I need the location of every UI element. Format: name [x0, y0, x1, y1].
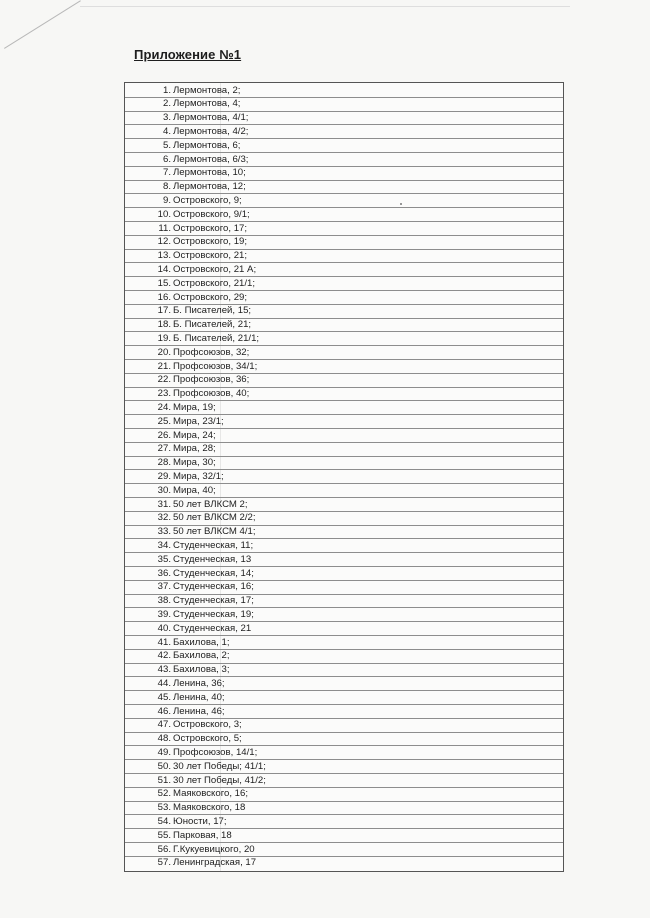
row-number: 18.: [157, 319, 171, 331]
table-row: [125, 153, 563, 167]
row-number: 34.: [157, 539, 171, 551]
table-row: [125, 387, 563, 401]
row-number: 27.: [157, 443, 171, 455]
table-row: [125, 235, 563, 249]
row-number: 13.: [157, 250, 171, 262]
row-address: Мира, 19;: [173, 401, 216, 413]
table-row: [125, 442, 563, 456]
row-number: 25.: [157, 415, 171, 427]
table-row: [125, 456, 563, 470]
row-address: Ленина, 36;: [173, 677, 225, 689]
table-row: [125, 415, 563, 429]
row-number: 52.: [157, 788, 171, 800]
row-address: Лермонтова, 4/1;: [173, 112, 249, 124]
table-row: [125, 691, 563, 705]
row-number: 41.: [157, 636, 171, 648]
row-number: 53.: [157, 802, 171, 814]
table-row: [125, 567, 563, 581]
table-row: [125, 111, 563, 125]
row-address: 50 лет ВЛКСМ 2/2;: [173, 512, 256, 524]
table-row: [125, 249, 563, 263]
row-address: Мира, 40;: [173, 484, 216, 496]
table-row: [125, 539, 563, 553]
row-address: Лермонтова, 4;: [173, 98, 241, 110]
table-row: [125, 801, 563, 815]
row-number: 31.: [157, 498, 171, 510]
row-number: 5.: [162, 139, 171, 151]
row-number: 11.: [158, 222, 171, 234]
row-address: Б. Писателей, 21;: [173, 319, 252, 331]
table-row: [125, 608, 563, 622]
row-address: Мира, 24;: [173, 429, 216, 441]
table-row: [125, 511, 563, 525]
row-number: 28.: [157, 457, 171, 469]
table-row: [125, 829, 563, 843]
row-address: Лермонтова, 2;: [173, 84, 241, 96]
row-address: Ленинградская, 17: [173, 857, 257, 869]
table-row: [125, 525, 563, 539]
table-row: [125, 277, 563, 291]
row-number: 43.: [157, 664, 171, 676]
row-number: 36.: [157, 567, 171, 579]
row-number: 4.: [162, 125, 171, 137]
row-number: 22.: [157, 374, 171, 386]
row-address: Лермонтова, 10;: [173, 167, 246, 179]
table-row: [125, 843, 563, 857]
row-address: Ленина, 40;: [173, 691, 225, 703]
table-row: [125, 401, 563, 415]
row-address: Островского, 5;: [173, 733, 242, 745]
row-address: 30 лет Победы; 41/1;: [173, 760, 266, 772]
row-address: 50 лет ВЛКСМ 2;: [173, 498, 248, 510]
row-number: 54.: [157, 815, 171, 827]
table-row: [125, 332, 563, 346]
row-address: 50 лет ВЛКСМ 4/1;: [173, 526, 256, 538]
row-number: 21.: [157, 360, 171, 372]
row-number: 32.: [157, 512, 171, 524]
row-number: 39.: [157, 608, 171, 620]
row-address: Лермонтова, 6/3;: [173, 153, 249, 165]
row-number: 33.: [157, 526, 171, 538]
table-row: [125, 291, 563, 305]
table-row: [125, 346, 563, 360]
table-row: [125, 594, 563, 608]
row-number: 1.: [162, 84, 171, 96]
row-number: 29.: [157, 470, 171, 482]
row-number: 46.: [157, 705, 171, 717]
table-row: [125, 622, 563, 636]
row-address: Студенческая, 16;: [173, 581, 254, 593]
table-row: [125, 318, 563, 332]
table-row: [125, 649, 563, 663]
row-address: 30 лет Победы, 41/2;: [173, 774, 266, 786]
row-number: 17.: [157, 305, 171, 317]
table-row: [125, 139, 563, 153]
row-number: 47.: [157, 719, 171, 731]
row-address: Юности, 17;: [173, 815, 227, 827]
row-number: 51.: [157, 774, 171, 786]
table-row: [125, 746, 563, 760]
table-row: [125, 856, 563, 870]
row-number: 57.: [157, 857, 171, 869]
row-number: 8.: [162, 181, 171, 193]
row-address: Студенческая, 11;: [173, 539, 254, 551]
row-address: Студенческая, 13: [173, 553, 252, 565]
table-row: [125, 429, 563, 443]
row-number: 50.: [157, 760, 171, 772]
scan-speck: [400, 203, 402, 205]
row-address: Мира, 23/1;: [173, 415, 224, 427]
table-row: [125, 373, 563, 387]
row-address: Островского, 17;: [173, 222, 248, 234]
row-address: Г.Кукуевицкого, 20: [173, 843, 255, 855]
row-address: Мира, 28;: [173, 443, 216, 455]
row-number: 49.: [157, 746, 171, 758]
row-number: 26.: [157, 429, 171, 441]
scan-top-edge: [80, 6, 570, 7]
table-row: [125, 580, 563, 594]
row-address: Профсоюзов, 32;: [173, 346, 250, 358]
table-row: [125, 194, 563, 208]
row-address: Б. Писателей, 15;: [173, 305, 252, 317]
table-row: [125, 208, 563, 222]
row-number: 23.: [157, 388, 171, 400]
row-number: 7.: [162, 167, 171, 179]
row-address: Бахилова, 2;: [173, 650, 230, 662]
row-number: 35.: [157, 553, 171, 565]
row-number: 37.: [157, 581, 171, 593]
table-row: [125, 360, 563, 374]
row-number: 45.: [157, 691, 171, 703]
scan-fold-mark: [4, 0, 113, 99]
row-address: Островского, 29;: [173, 291, 248, 303]
row-number: 55.: [157, 829, 171, 841]
table-row: [125, 760, 563, 774]
table-row: [125, 263, 563, 277]
row-number: 56.: [157, 843, 171, 855]
table-row: [125, 553, 563, 567]
row-address: Бахилова, 1;: [173, 636, 230, 648]
row-address: Парковая, 18: [173, 829, 232, 841]
row-address: Лермонтова, 4/2;: [173, 125, 249, 137]
row-number: 19.: [157, 332, 171, 344]
page-title: Приложение №1: [134, 47, 242, 62]
row-number: 48.: [157, 733, 171, 745]
row-number: 3.: [162, 112, 171, 124]
row-address: Лермонтова, 6;: [173, 139, 241, 151]
row-address: Мира, 32/1;: [173, 470, 224, 482]
row-address: Ленина, 46;: [173, 705, 225, 717]
row-address: Студенческая, 19;: [173, 608, 254, 620]
table-row: [125, 705, 563, 719]
table-row: [125, 166, 563, 180]
table-row: [125, 84, 563, 98]
table-row: [125, 774, 563, 788]
table-row: [125, 718, 563, 732]
row-address: Островского, 21 А;: [173, 263, 257, 275]
table-row: [125, 636, 563, 650]
table-row: [125, 677, 563, 691]
row-number: 9.: [162, 194, 171, 206]
row-address: Профсоюзов, 34/1;: [173, 360, 258, 372]
row-number: 42.: [157, 650, 171, 662]
row-address: Островского, 21/1;: [173, 277, 256, 289]
table-row: [125, 180, 563, 194]
table-row: [125, 732, 563, 746]
table-row: [125, 498, 563, 512]
row-address: Островского, 9;: [173, 194, 242, 206]
row-address: Студенческая, 17;: [173, 595, 254, 607]
row-address: Студенческая, 21: [173, 622, 252, 634]
row-address: Профсоюзов, 14/1;: [173, 746, 258, 758]
row-address: Маяковского, 16;: [173, 788, 248, 800]
table-row: [125, 125, 563, 139]
row-address: Бахилова, 3;: [173, 664, 230, 676]
table-row: [125, 97, 563, 111]
row-number: 24.: [157, 401, 171, 413]
row-number: 16.: [157, 291, 171, 303]
row-number: 44.: [157, 677, 171, 689]
row-address: Островского, 19;: [173, 236, 248, 248]
row-address: Профсоюзов, 40;: [173, 388, 250, 400]
row-address: Островского, 9/1;: [173, 208, 250, 220]
table-row: [125, 470, 563, 484]
row-number: 30.: [157, 484, 171, 496]
row-address: Лермонтова, 12;: [173, 181, 246, 193]
row-number: 15.: [157, 277, 171, 289]
table-row: [125, 815, 563, 829]
table-row: [125, 222, 563, 236]
table-row: [125, 484, 563, 498]
row-number: 40.: [157, 622, 171, 634]
row-address: Островского, 3;: [173, 719, 242, 731]
row-address: Б. Писателей, 21/1;: [173, 332, 260, 344]
row-number: 6.: [162, 153, 171, 165]
row-number: 20.: [157, 346, 171, 358]
row-address: Мира, 30;: [173, 457, 216, 469]
table-row: [125, 304, 563, 318]
row-number: 14.: [157, 263, 171, 275]
row-address: Островского, 21;: [173, 250, 248, 262]
table-row: [125, 663, 563, 677]
row-number: 12.: [157, 236, 171, 248]
row-number: 2.: [162, 98, 171, 110]
row-address: Маяковского, 18: [173, 802, 246, 814]
address-table: [124, 82, 564, 872]
row-number: 38.: [157, 595, 171, 607]
table-row: [125, 787, 563, 801]
row-number: 10.: [157, 208, 171, 220]
row-address: Студенческая, 14;: [173, 567, 254, 579]
row-address: Профсоюзов, 36;: [173, 374, 250, 386]
